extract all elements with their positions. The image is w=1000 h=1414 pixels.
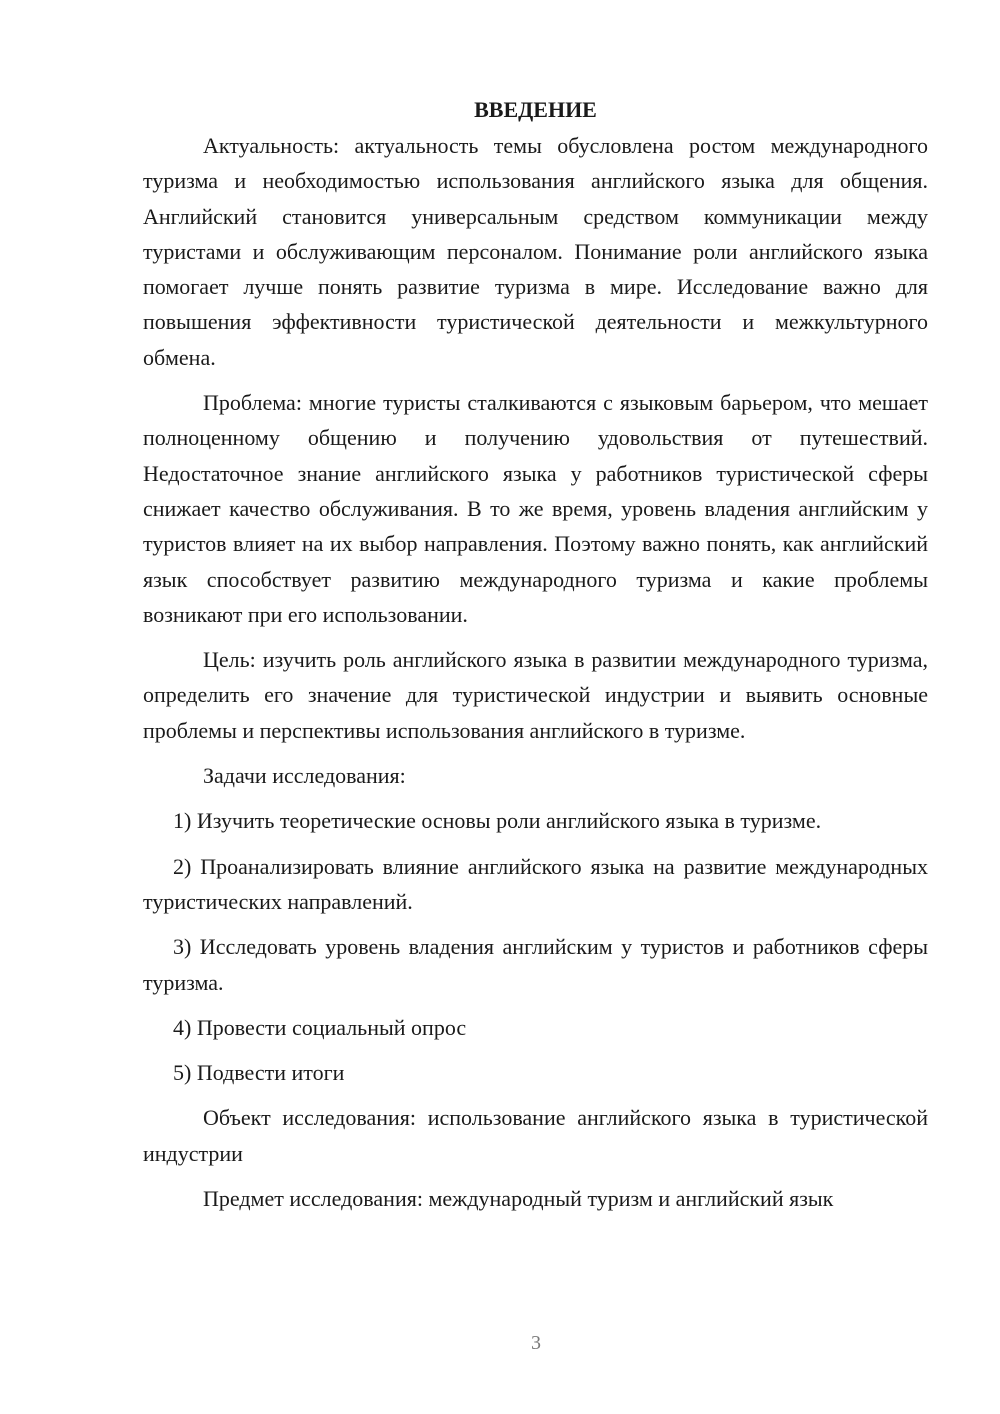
task-item: 3) Исследовать уровень владения английским у туристов и работников сферы туризма. (143, 934, 928, 995)
relevance-paragraph: Актуальность: актуальность темы обусловлена ростом международного туризма и необходимостью использования английского языка для общения. Английский становится универсальным средством коммуникации между туристами и обслуживающим персоналом. Понимание роли английского языка помогает лучше понять развитие туризма в мире. Исследование важно для повышения эффективности туристической деятельности и межкультурного обмена. (143, 133, 928, 370)
problem-paragraph: Проблема: многие туристы сталкиваются с языковым барьером, что мешает полноценному общению и получению удовольствия от путешествий. Недостаточное знание английского языка у работников туристической сферы снижает качество обслуживания. В то же время, уровень владения английским у туристов влияет на их выбор направления. Поэтому важно понять, как английский язык способствует развитию международного туризма и какие проблемы возникают при его использовании. (143, 390, 928, 627)
page-number: 3 (531, 1332, 541, 1354)
task-item: 1) Изучить теоретические основы роли английского языка в туризме. (173, 808, 822, 834)
task-item: 4) Провести социальный опрос (173, 1014, 467, 1040)
object-paragraph: Объект исследования: использование английского языка в туристической индустрии (143, 1105, 928, 1166)
subject-paragraph: Предмет исследования: международный туризм и английский язык (203, 1186, 834, 1212)
task-item: 5) Подвести итоги (173, 1060, 345, 1086)
section-heading: ВВЕДЕНИЕ (474, 97, 597, 122)
document-page (143, 92, 928, 1226)
tasks-heading: Задачи исследования: (203, 763, 406, 789)
task-item: 2) Проанализировать влияние английского языка на развитие международных туристических направлений. (143, 853, 928, 914)
goal-paragraph: Цель: изучить роль английского языка в развитии международного туризма, определить его значение для туристической индустрии и выявить основные проблемы и перспективы использования английского в туризме. (143, 647, 928, 743)
